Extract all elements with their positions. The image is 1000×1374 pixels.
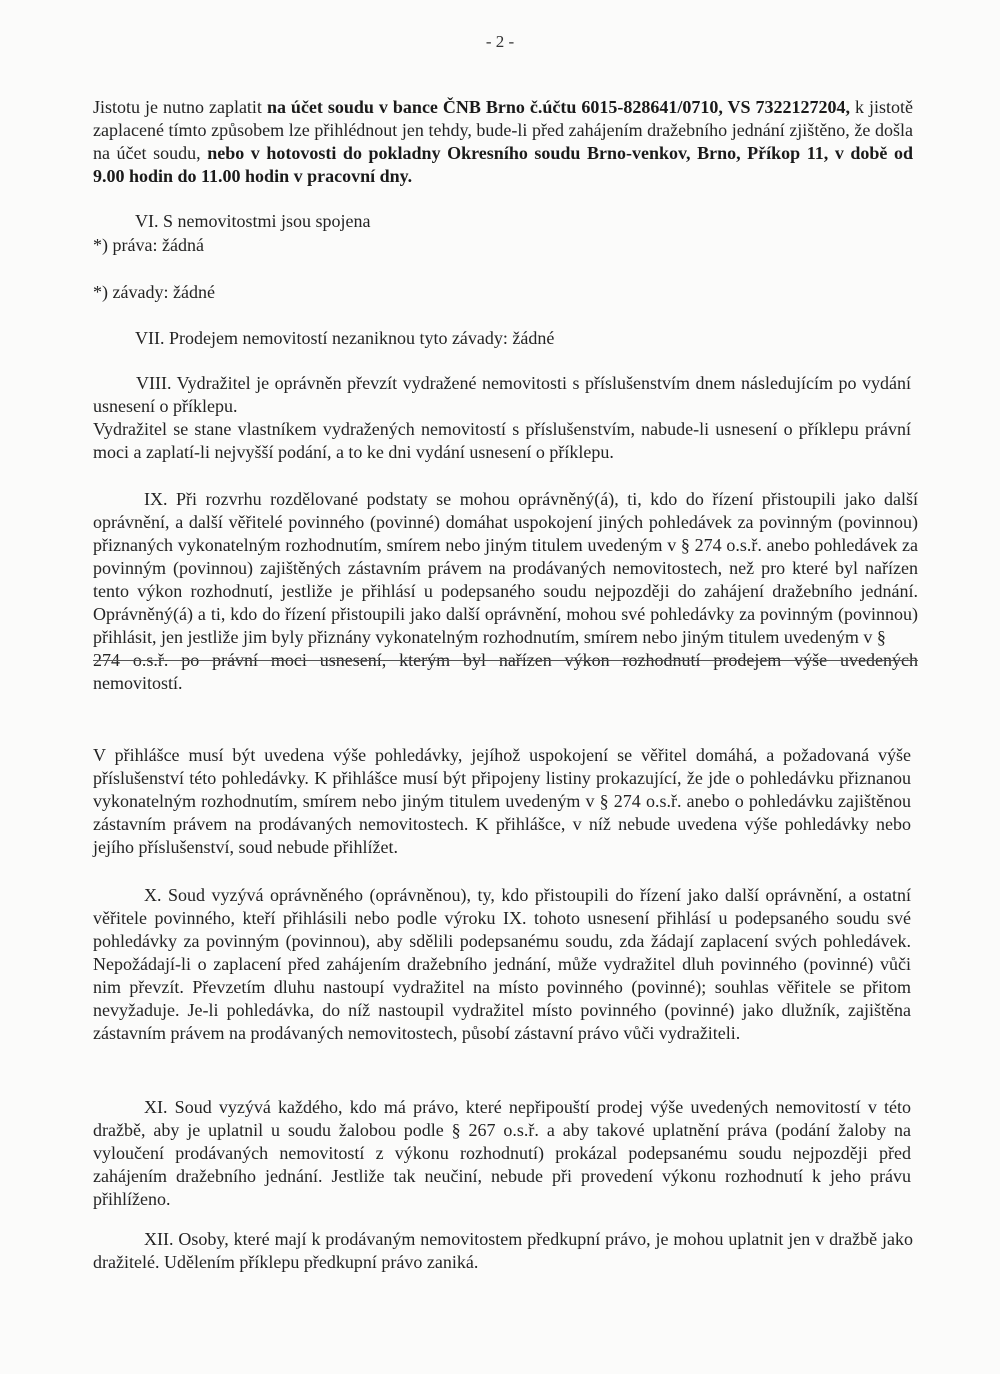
section-ix-tail: nemovitostí. (93, 673, 183, 693)
section-ix-struck-line: 274 o.s.ř. po právní moci usnesení, kterým byl nařízen výkon rozhodnutí prodejem výše uvedených (93, 650, 918, 670)
section-viii-paragraph-2: Vydražitel se stane vlastníkem vydražených nemovitostí s příslušenstvím, nabude-li usnesení o příklepu právní moci a zaplatí-li nejvyšší podání, a to ke dni vydání usnesení o příklepu. (93, 419, 911, 462)
section-viii-paragraph-1: VIII. Vydražitel je oprávněn převzít vydražené nemovitosti s příslušenstvím dnem následujícím po vydání usnesení o příklepu. (93, 373, 911, 416)
section-vi-defects: *) závady: žádné (93, 282, 215, 302)
claim-paragraph: V přihlášce musí být uvedena výše pohledávky, jejíhož uspokojení se věřitel domáhá, a požadovaná výše příslušenství této pohledávky. K přihlášce musí být připojeny listiny prokazující, že jde o pohledávku přiznanou vykonatelným rozhodnutím, smírem nebo jiným titulem uvedeným v § 274 o.s.ř. anebo o pohledávku zajištěnou zástavním právem na prodávaných nemovitostech. K přihlášce, v níž nebude uvedena výše pohledávky nebo jejího příslušenství, soud nebude přihlížet. (93, 745, 911, 857)
payment-paragraph (93, 96, 913, 188)
payment-text-2: k jistotě zaplacené tímto způsobem lze přihlédnout jen tehdy, bude-li před zahájením dražebního jednání zjištěno, že došla na účet soudu, (93, 97, 914, 163)
section-xii-paragraph: XII. Osoby, které mají k prodávaným nemovitostem předkupní právo, je mohou uplatnit jen v dražbě jako dražitelé. Udělením příklepu předkupní právo zaniká. (93, 1229, 913, 1272)
section-xi-paragraph: XI. Soud vyzývá každého, kdo má právo, které nepřipouští prodej výše uvedených nemovitostí v této dražbě, aby je uplatnil u soudu žalobou podle § 267 o.s.ř. a aby takové uplatnění práva (podání žaloby na vyloučení prodávaných nemovitostí z výkonu rozhodnutí) prokázal podepsanému soudu nejpozději před zahájením dražebního jednání. Jestliže tak neučiní, nebude při provedení výkonu rozhodnutí k jeho právu přihlíženo. (93, 1097, 911, 1209)
payment-text-1: Jistotu je nutno zaplatit (93, 97, 267, 117)
section-vi-rights: *) práva: žádná (93, 235, 204, 255)
section-vii: VII. Prodejem nemovitostí nezaniknou tyto závady: žádné (135, 328, 555, 348)
payment-account-bold: na účet soudu v bance ČNB Brno č.účtu 6015-828641/0710, VS 7322127204, (266, 97, 851, 117)
section-ix-paragraph (93, 488, 918, 695)
payment-cash-bold: nebo v hotovosti do pokladny Okresního soudu Brno-venkov, Brno, Příkop 11, v době od 9.00 hodin do 11.00 hodin v pracovní dny. (93, 143, 914, 186)
page-number: - 2 - (485, 32, 515, 51)
section-ix-main: IX. Při rozvrhu rozdělované podstaty se mohou oprávněný(á), ti, kdo do řízení přistoupili jako další oprávnění, a další věřitelé povinného (povinné) domáhat uspokojení jiných pohledávek za povinným (povinnou) přiznaných vykonatelným rozhodnutím, smírem nebo jiným titulem uvedeným v § 274 o.s.ř. anebo pohledávek za povinným (povinnou) zajištěných zástavním právem na prodávaných nemovitostech, než pro které byl nařízen tento výkon rozhodnutí, jestliže je přihlásí u podepsaného soudu nejpozději do zahájení dražebního jednání. Oprávněný(á) a ti, kdo do řízení přistoupili jako další oprávnění, mohou své pohledávky za povinným (povinnou) přihlásit, jen jestliže jim byly přiznány vykonatelným rozhodnutím, smírem nebo jiným titulem uvedeným v § (93, 489, 918, 647)
section-x-paragraph: X. Soud vyzývá oprávněného (oprávněnou), ty, kdo přistoupili do řízení jako další oprávnění, a ostatní věřitele povinného, kteří přihlásili nebo podle výroku IX. tohoto usnesení přihlásí u podepsaného soudu své pohledávky za povinným (povinnou), aby sdělili podepsanému soudu, zda žádají zaplacení svých pohledávek. Nepožádají-li o zaplacení před zahájením dražebního jednání, může vydražitel dluh povinného (povinné) vůči nim převzít. Převzetím dluhu nastoupí vydražitel na místo povinného (povinné); souhlas věřitele se přitom nevyžaduje. Je-li pohledávka, do níž nastoupil vydražitel místo povinného (povinné) jako dlužník, zajištěna zástavním právem na prodávaných nemovitostech, působí zástavní právo vůči vydražiteli. (93, 885, 911, 1043)
section-vi-heading: VI. S nemovitostmi jsou spojena (135, 211, 371, 231)
